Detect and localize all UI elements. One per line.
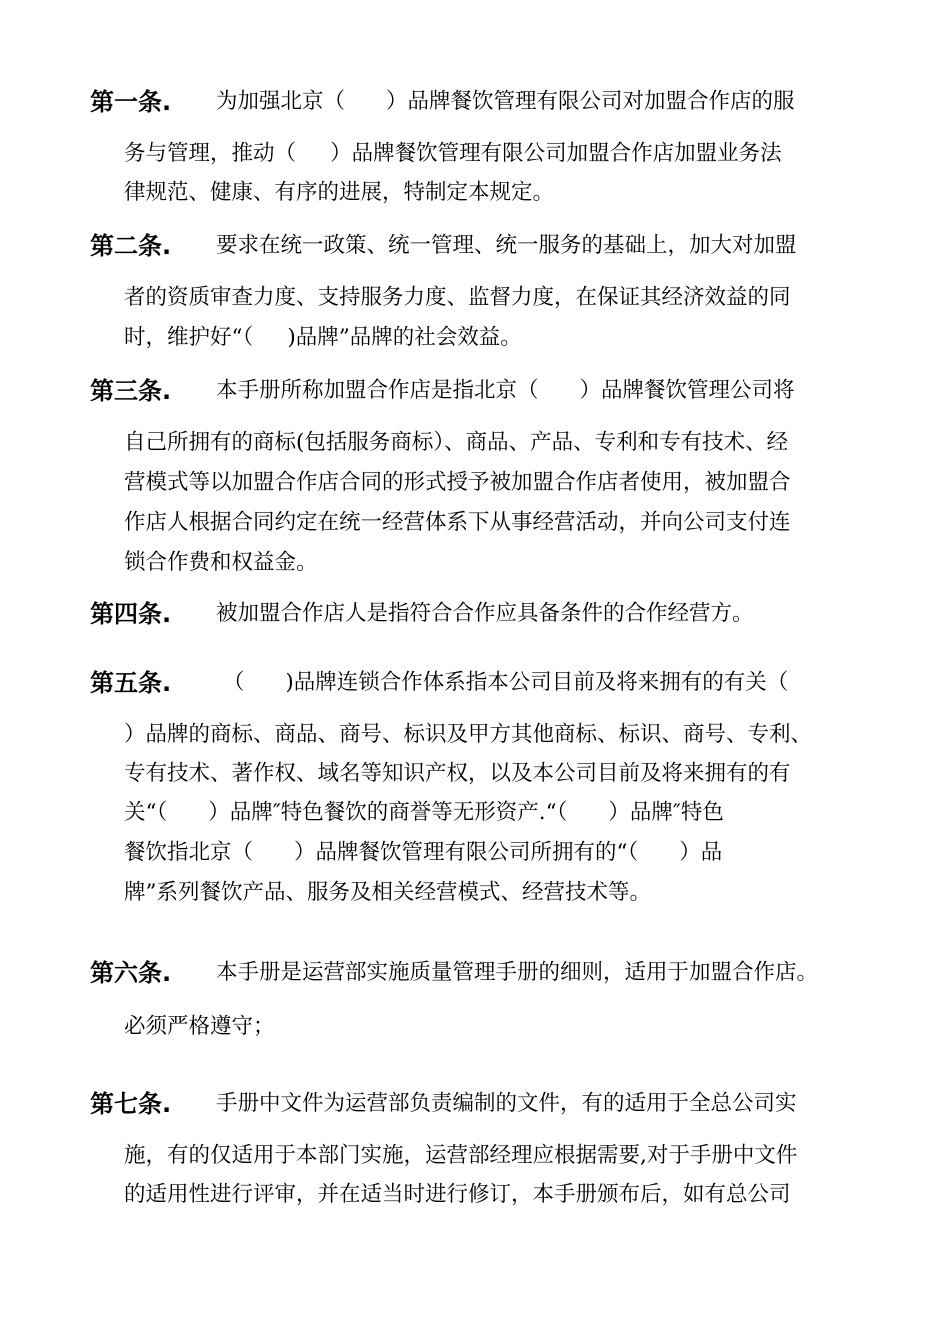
- article-text-line: 手册中文件为运营部负责编制的文件，有的适用于全总公司实: [216, 1091, 797, 1116]
- article-text-line: 营模式等以加盟合作店合同的形式授予被加盟合作店者使用，被加盟合: [124, 470, 791, 495]
- article-label: 第七条.: [90, 1090, 172, 1118]
- article-text-line: 要求在统一政策、统一管理、统一服务的基础上，加大对加盟: [216, 233, 797, 258]
- article-text-line: 施，有的仅适用于本部门实施，运营部经理应根据需要,对于手册中文件: [124, 1143, 798, 1168]
- article-text-line: 锁合作费和权益金。: [124, 550, 318, 575]
- article-text-line: 牌”系列餐饮产品、服务及相关经营模式、经营技术等。: [124, 880, 651, 905]
- article-text-line: 餐饮指北京（ ）品牌餐饮管理有限公司所拥有的“（ ）品: [124, 840, 723, 865]
- article-text-line: 律规范、健康、有序的进展，特制定本规定。: [124, 180, 555, 205]
- article-text-line: 时，维护好“（ )品牌”品牌的社会效益。: [124, 325, 522, 350]
- article-label: 第一条.: [90, 88, 172, 116]
- article-text-line: ）品牌的商标、商品、商号、标识及甲方其他商标、标识、商号、专利、: [124, 722, 813, 747]
- article-text-line: 本手册是运营部实施质量管理手册的细则，适用于加盟合作店。: [216, 960, 819, 985]
- article-text-line: （ )品牌连锁合作体系指本公司目前及将来拥有的有关（: [216, 670, 789, 695]
- article-text-line: 本手册所称加盟合作店是指北京（ ）品牌餐饮管理公司将: [216, 378, 795, 403]
- article-text-line: 必须严格遵守；: [124, 1014, 275, 1039]
- article-label: 第三条.: [90, 377, 172, 405]
- article-text-line: 的适用性进行评审，并在适当时进行修订，本手册颁布后，如有总公司: [124, 1182, 791, 1207]
- article-text-line: 关“（ ）品牌″特色餐饮的商誉等无形资产.“（ ）品牌″特色: [124, 800, 724, 825]
- article-text-line: 专有技术、著作权、域名等知识产权，以及本公司目前及将来拥有的有: [124, 761, 791, 786]
- article-text-line: 被加盟合作店人是指符合合作应具备条件的合作经营方。: [216, 601, 754, 626]
- article-label: 第二条.: [90, 232, 172, 260]
- article-text-line: 者的资质审查力度、支持服务力度、监督力度，在保证其经济效益的同: [124, 285, 791, 310]
- article-text-line: 务与管理，推动（ ）品牌餐饮管理有限公司加盟合作店加盟业务法: [124, 141, 782, 166]
- article-label: 第四条.: [90, 600, 172, 628]
- article-text-line: 自己所拥有的商标(包括服务商标）、商品、产品、专利和专有技术、经: [124, 430, 789, 455]
- article-text-line: 作店人根据合同约定在统一经营体系下从事经营活动，并向公司支付连: [124, 510, 791, 535]
- article-label: 第五条.: [90, 669, 172, 697]
- article-text-line: 为加强北京（ ）品牌餐饮管理有限公司对加盟合作店的服: [216, 89, 795, 114]
- article-label: 第六条.: [90, 959, 172, 987]
